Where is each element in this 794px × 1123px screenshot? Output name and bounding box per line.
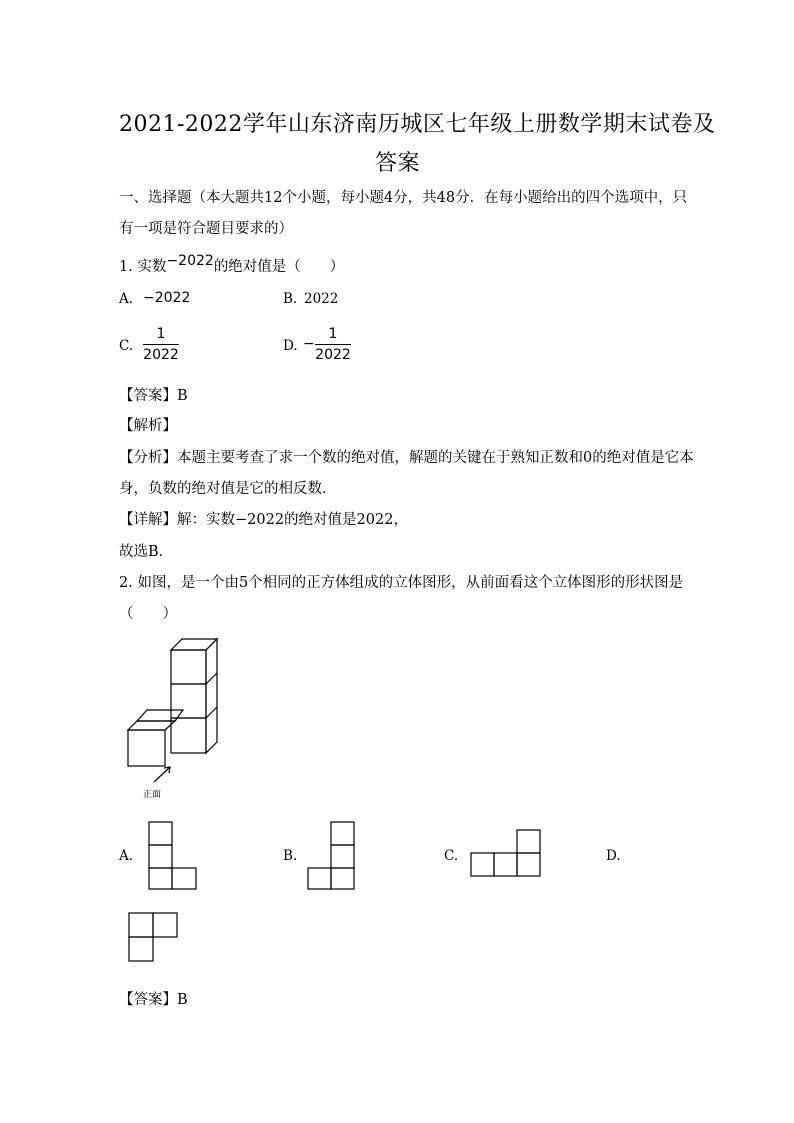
conclusion: 故选B． [119, 544, 174, 560]
question-1-value: −2022 [166, 253, 214, 269]
option-c-label: C. [119, 338, 134, 354]
option-c-numerator: 1 [156, 326, 166, 342]
option-d-numerator: 1 [328, 326, 338, 342]
option-c-fraction [143, 326, 179, 363]
q2-option-b-label: B. [283, 848, 298, 864]
column-side-edge [206, 673, 217, 684]
left-back-cube-top [137, 710, 183, 721]
column-cube-bottom-front [171, 718, 206, 753]
section-heading-continued: 有一项是符合题目要求的） [119, 221, 293, 237]
column-cube-top-front [171, 650, 206, 684]
analysis-text-continued: 身，负数的绝对值是它的相反数． [119, 481, 337, 497]
column-side-face [206, 639, 217, 753]
fraction-bar [315, 344, 351, 345]
option-c-denominator: 2022 [143, 347, 179, 363]
analysis-text: 【分析】本题主要考查了求一个数的绝对值，解题的关键在于熟知正数和0的绝对值是它本 [119, 450, 694, 466]
front-label: 正面 [143, 790, 162, 800]
question-1-stem [119, 255, 344, 276]
analysis-heading: 【解析】 [119, 418, 177, 434]
option-a-label: A. [119, 291, 134, 307]
option-a-value: −2022 [143, 290, 191, 306]
q2-option-b-figure [307, 820, 359, 892]
question-1-suffix: 的绝对值是（ ） [213, 259, 345, 275]
column-cube-mid-front [171, 684, 206, 718]
q2-option-d-figure [128, 912, 182, 966]
column-side-edge [206, 707, 217, 718]
q2-option-d-label: D. [606, 848, 621, 864]
left-cube-front [128, 730, 165, 766]
column-top-face [171, 639, 217, 650]
option-d-fraction [315, 326, 351, 363]
question-2-stem-continued: （ ） [119, 606, 177, 622]
cube-stack-figure [120, 630, 230, 800]
q2-option-a-label: A. [119, 848, 134, 864]
left-cube-top [128, 721, 175, 730]
answer-2: 【答案】B [119, 992, 188, 1008]
page-title: 2021-2022学年山东济南历城区七年级上册数学期末试卷及 [119, 112, 716, 137]
question-2-stem: 2. 如图，是一个由5个相同的正方体组成的立体图形，从前面看这个立体图形的形状图是 [119, 575, 684, 591]
q2-option-c-figure [470, 828, 544, 880]
option-d-sign: − [303, 336, 315, 352]
option-d-label: D. [283, 338, 298, 354]
page-title-continued: 答案 [375, 151, 421, 176]
option-d-denominator: 2022 [315, 347, 351, 363]
answer-1: 【答案】B [119, 388, 188, 404]
detailed-solution: 【详解】解：实数−2022的绝对值是2022， [119, 512, 408, 528]
q2-option-c-label: C. [444, 848, 459, 864]
front-arrow [154, 767, 170, 782]
q2-option-a-figure [148, 820, 200, 892]
option-b-value: 2022 [304, 291, 339, 307]
fraction-bar [143, 344, 179, 345]
question-1-prefix: 1. 实数 [119, 259, 167, 275]
section-heading: 一、选择题（本大题共12个小题，每小题4分，共48分．在每小题给出的四个选项中，只 [119, 190, 688, 206]
option-b-label: B. [283, 291, 298, 307]
